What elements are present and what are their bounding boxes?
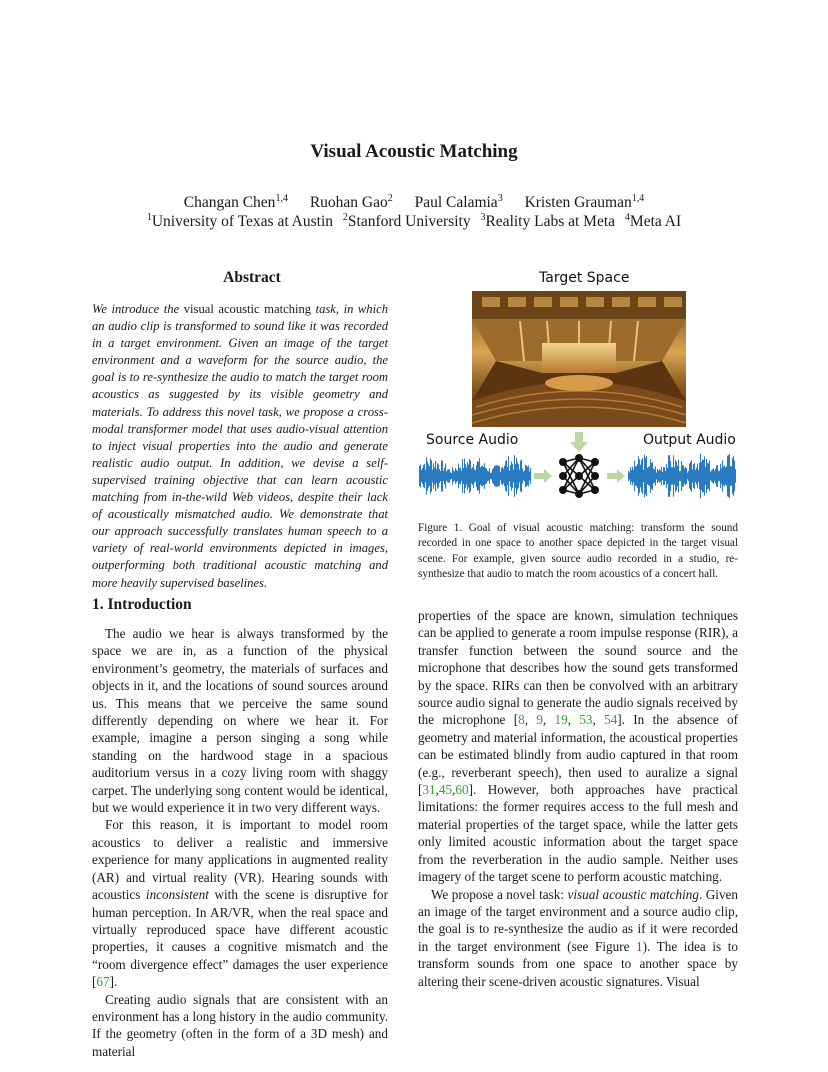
author: Kristen Grauman$^{1,4}$: [524, 193, 645, 211]
citation-link[interactable]: 54: [604, 712, 618, 728]
abstract-heading: Abstract: [223, 269, 281, 286]
figure-label-source: Source Audio: [426, 432, 519, 448]
affiliation: $^2$Stanford University: [342, 212, 471, 230]
abstract-body: We introduce the visual acoustic matching task, in which an audio clip is transformed to sound like it was recorded in a target environment. Given an image of the target environment and a waveform for the source audio, the goal is to re-synthesize the audio to match the target room acoustics as suggested by its visible geometry and materials. To address this novel task, we propose a cross-modal transformer model that uses audio-visual attention to inject visual properties into the audio and generate realistic audio output. In addition, we devise a self-supervised training objective that can learn acoustic matching from in-the-wild Web videos, despite their lack of acoustically mismatched audio. We demonstrate that our approach successfully translates human speech to a variety of real-world environments depicted in images, outperforming both traditional acoustic matching and more heavily supervised baselines.: [92, 302, 388, 590]
figure-label-output: Output Audio: [643, 432, 736, 448]
citation-link[interactable]: 19: [554, 712, 568, 728]
source-waveform: [419, 454, 531, 498]
affiliation: $^4$Meta AI: [624, 212, 682, 230]
figure-reference-link[interactable]: 1: [636, 938, 643, 954]
right-arrow: [534, 469, 552, 488]
affiliation: $^3$Reality Labs at Meta: [480, 212, 616, 230]
citation-link[interactable]: 9: [536, 712, 543, 728]
paragraph: The audio we hear is always transformed by the space we are in, as a function of the physical environment’s geometry, the materials of surfaces and objects in it, and the locations of sound sources around us. This means that we perceive the same sound differently depending on where we hear it. For example, imagine a person singing a song while standing on the hardwood stage in a spacious auditorium versus in a cozy living room with shaggy carpet. The underlying song content would be identical, but we would experience it in two very different ways.: [92, 626, 388, 816]
paragraph: Creating audio signals that are consistent with an environment has a long history in the audio community. If the geometry (often in the form of a 3D mesh) and material: [92, 991, 388, 1059]
affiliation-list: [0, 213, 828, 231]
column-right: [418, 607, 738, 990]
column-left: [92, 625, 388, 1060]
citation-link[interactable]: 31: [422, 782, 436, 798]
right-arrow: [607, 469, 625, 488]
paragraph: We propose a novel task: visual acoustic matching. Given an image of the target environment and a source audio clip, the goal is to re-synthesize the audio as if it were recorded in the target environment (see Figure 1). The idea is to transform sounds from one space to another space by altering their scene-driven acoustic signatures. Visual: [418, 886, 738, 989]
concert-hall-image: [472, 291, 686, 427]
paragraph: For this reason, it is important to model room acoustics to deliver a realistic and immersive experience for many applications in augmented reality (AR) and virtual reality (VR). Hearing sounds with acoustics inconsistent with the scene is disruptive for human perception. In AR/VR, when the real space and virtually reproduced space have different acoustic properties, it causes a cognitive mismatch and the “room divergence effect” damages the user experience [67].: [92, 817, 389, 990]
paper-title: Visual Acoustic Matching: [310, 141, 518, 162]
neural-network-icon: [555, 452, 603, 505]
citation-link[interactable]: 60: [455, 782, 469, 798]
author: Ruohan Gao$^2$: [309, 193, 393, 211]
citation-link[interactable]: 45: [438, 782, 453, 798]
citation-link[interactable]: 67: [96, 974, 110, 990]
figure-caption: Figure 1. Goal of visual acoustic matching: transform the sound recorded in one space to another space depicted in the target visual scene. For example, given source audio recorded in a studio, re-synthesize that audio to match the room acoustics of a concert hall.: [418, 522, 738, 581]
figure-label-target: Target Space: [539, 270, 630, 286]
output-waveform: [628, 452, 736, 500]
citation-link[interactable]: 8: [518, 712, 525, 728]
author-list: [0, 194, 828, 212]
citation-link[interactable]: 53: [579, 712, 593, 728]
author: Changan Chen$^{1,4}$: [183, 193, 288, 211]
section-heading: 1. Introduction: [92, 596, 192, 613]
affiliation: $^1$University of Texas at Austin: [146, 212, 334, 230]
paragraph: properties of the space are known, simulation techniques can be applied to generate a room impulse response (RIR), a transfer function between the sound source and the microphone that describes how the sound gets transformed by the space. RIRs can then be convolved with an arbitrary source audio signal to generate the audio signals received by the microphone [8, 9, 19, 53, 54]. In the absence of geometry and material information, the acoustical properties can be estimated blindly from audio captured in that room (e.g., reverberant speech), then used to auralize a signal [31,45,60]. However, both approaches have practical limitations: the former requires access to the full mesh and material properties of the target space, while the latter gets only limited acoustic information about the target space from the reverberation in the audio sample. Neither uses imagery of the target scene to perform acoustic matching.: [418, 608, 739, 885]
author: Paul Calamia$^3$: [414, 193, 503, 211]
